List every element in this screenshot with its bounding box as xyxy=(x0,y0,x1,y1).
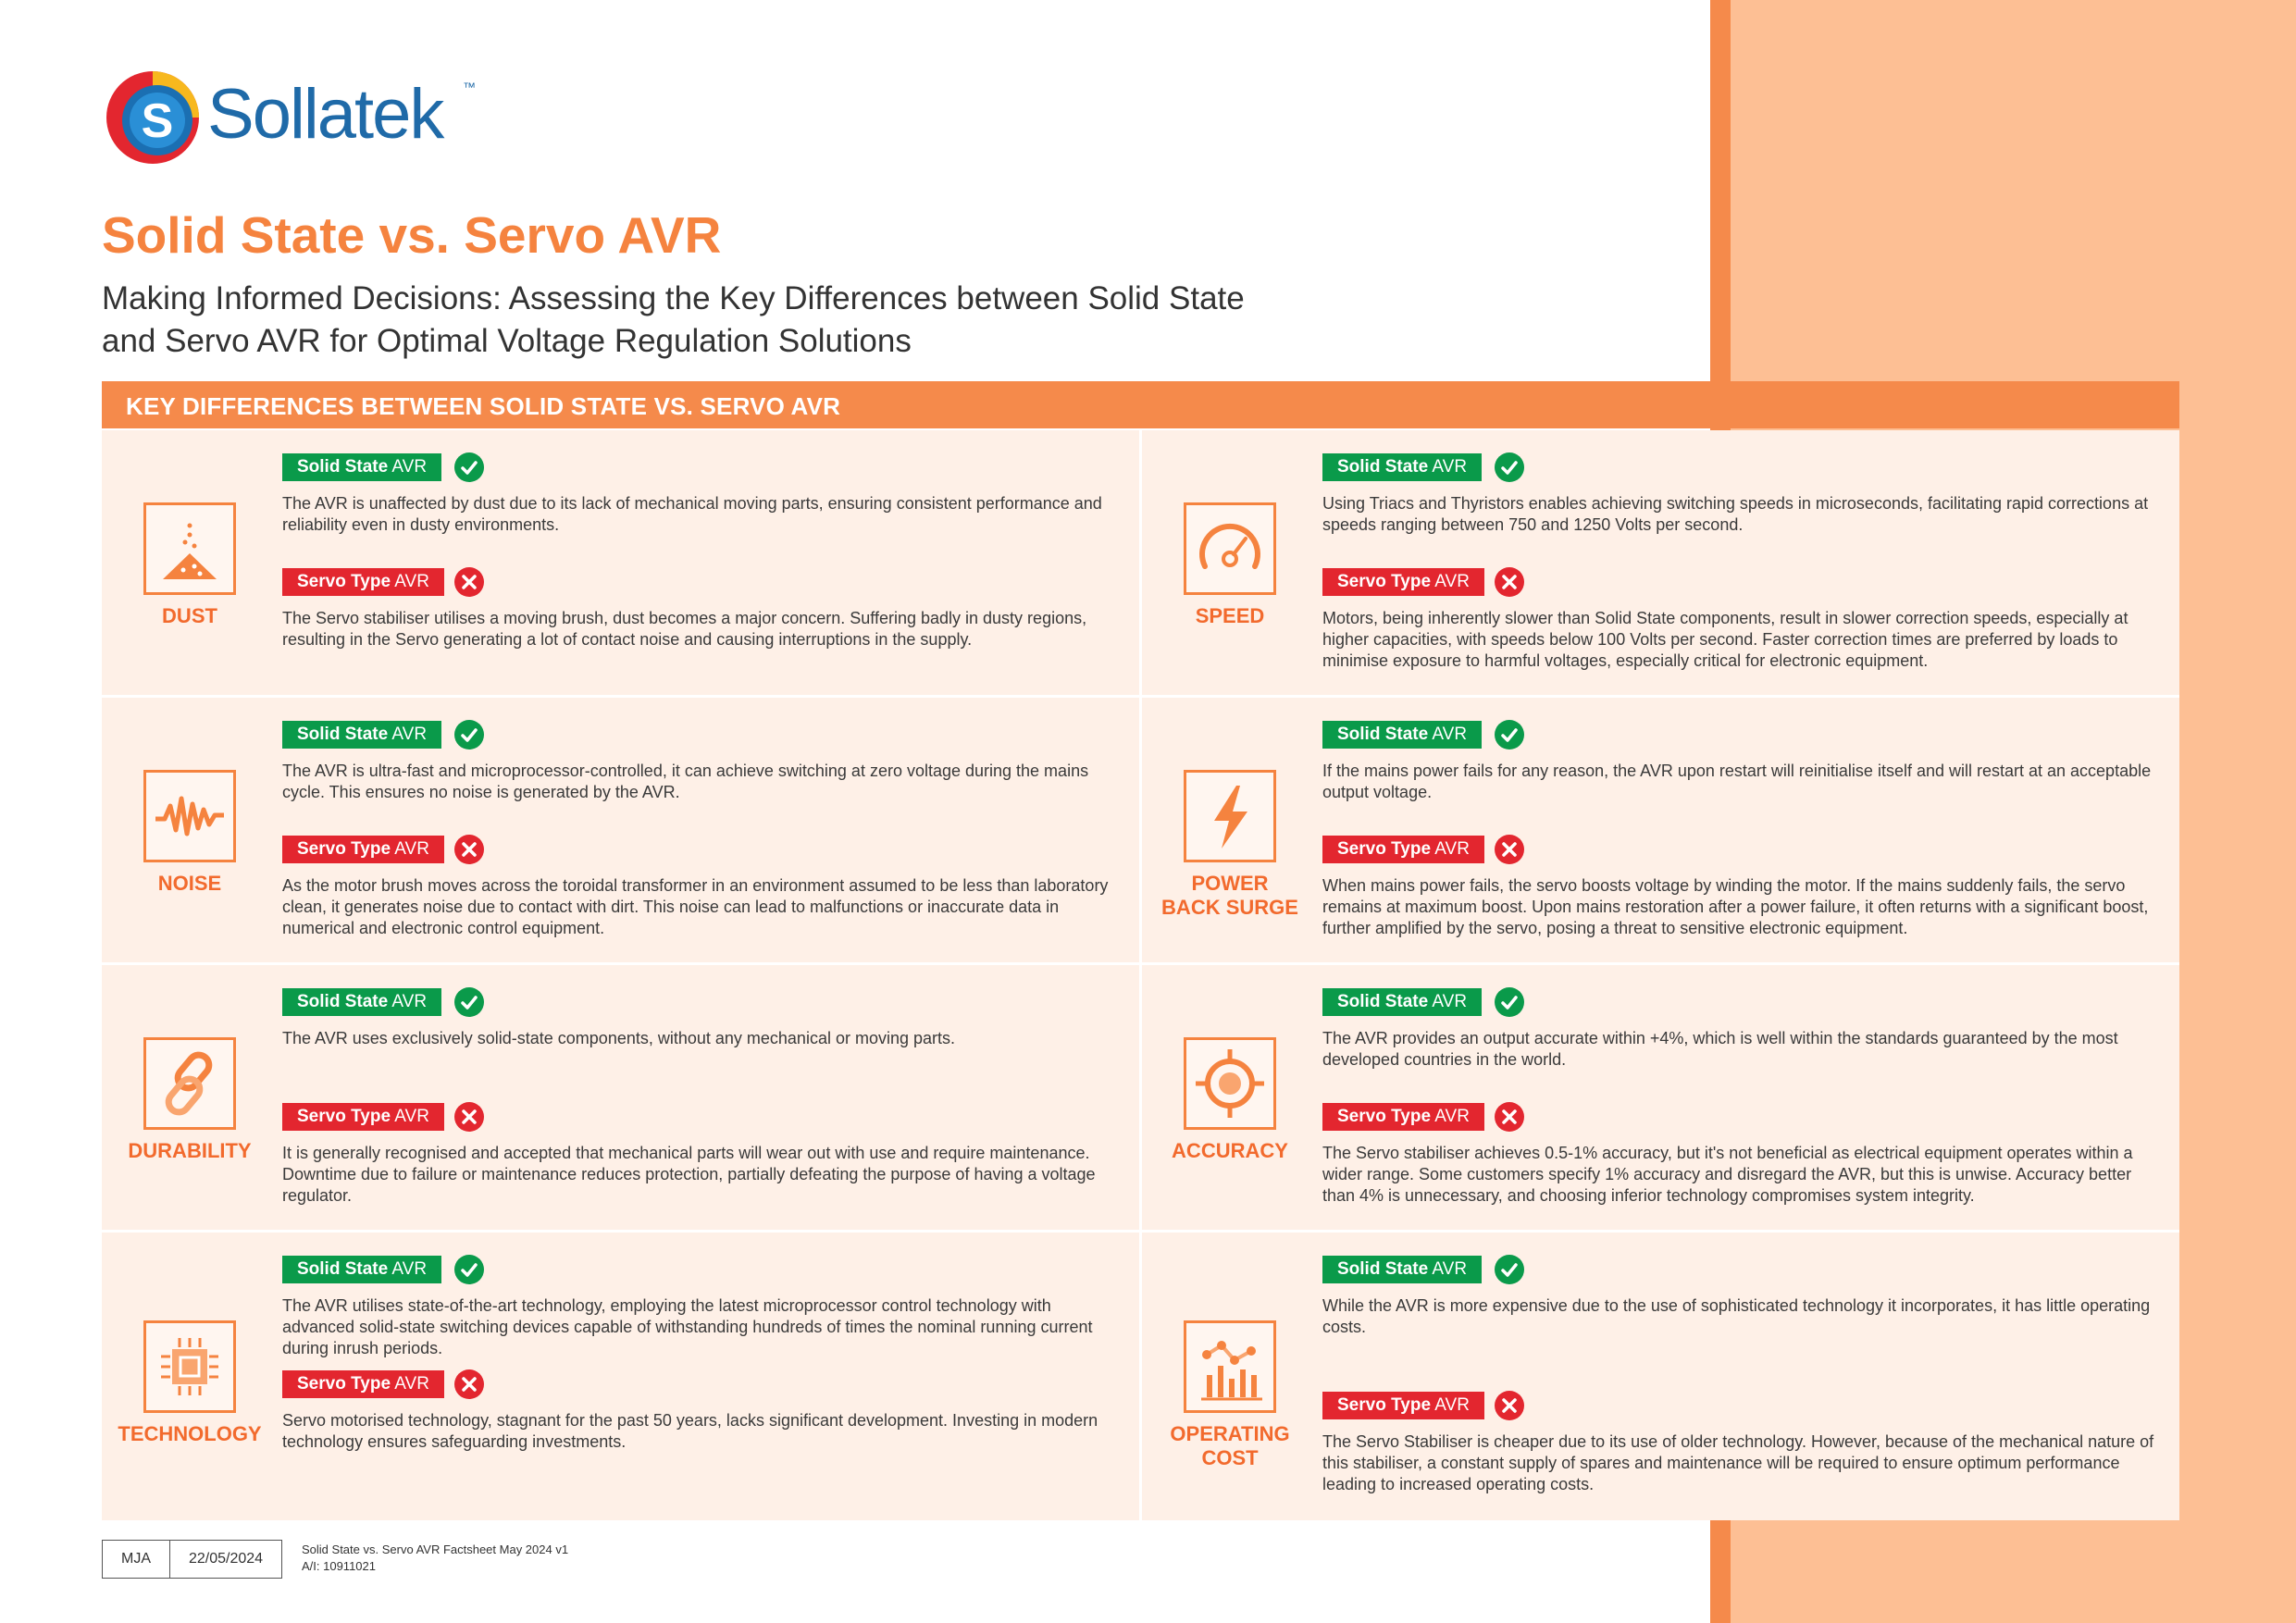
solid-state-tag-bold: Solid State xyxy=(1337,457,1429,477)
check-icon xyxy=(454,720,484,750)
noise-wave-icon xyxy=(143,770,236,862)
avr-tag-text: AVR xyxy=(1434,1107,1470,1126)
difference-cell-technology xyxy=(102,1233,1139,1520)
solid-state-tag-bold: Solid State xyxy=(297,992,389,1011)
check-icon xyxy=(454,452,484,482)
servo-type-description: The Servo stabiliser utilises a moving brush, dust becomes a major concern. Suffering badly in dusty regions, resulting in the Servo generating a lot of contact noise and causing interruptions in the supply. xyxy=(282,609,1087,649)
servo-type-tag-bold: Servo Type xyxy=(1337,839,1432,859)
page-subtitle: Making Informed Decisions: Assessing the Key Differences between Solid State and Servo AVR for Optimal Voltage Regulation Solutions xyxy=(102,280,1245,359)
avr-tag-text: AVR xyxy=(1434,572,1470,591)
avr-tag-text: AVR xyxy=(1432,725,1468,744)
servo-type-tag xyxy=(1322,1392,1484,1419)
category-label: NOISE xyxy=(157,872,222,895)
sollatek-logo-icon xyxy=(104,68,202,167)
avr-tag-text: AVR xyxy=(391,1259,428,1279)
solid-state-tag xyxy=(1322,453,1482,481)
cross-icon xyxy=(454,567,484,597)
servo-type-tag-bold: Servo Type xyxy=(1337,1107,1432,1126)
servo-type-description: It is generally recognised and accepted that mechanical parts will wear out with use and require maintenance. Downtime due to failure or maintenance reduces protection, partially defeating the purpose of having a voltage regulator. xyxy=(282,1144,1096,1205)
check-icon xyxy=(1495,452,1524,482)
difference-cell-speed xyxy=(1142,430,2179,695)
footer-meta xyxy=(102,1540,282,1579)
avr-tag-text: AVR xyxy=(1434,1395,1470,1415)
microchip-icon xyxy=(143,1320,236,1413)
avr-tag-text: AVR xyxy=(1432,992,1468,1011)
section-header xyxy=(102,381,2179,428)
solid-state-description: While the AVR is more expensive due to the use of sophisticated technology it incorporates, it has little operating costs. xyxy=(1322,1296,2151,1336)
difference-cell-operating-cost xyxy=(1142,1233,2179,1520)
servo-type-tag-bold: Servo Type xyxy=(297,1107,391,1126)
footer-date: 22/05/2024 xyxy=(169,1541,281,1578)
servo-type-tag xyxy=(282,1370,444,1398)
solid-state-tag-bold: Solid State xyxy=(297,725,389,744)
avr-tag-text: AVR xyxy=(394,1374,429,1394)
cost-chart-icon xyxy=(1184,1320,1276,1413)
avr-tag-text: AVR xyxy=(1434,839,1470,859)
dust-icon xyxy=(143,502,236,595)
footer-doc-name: Solid State vs. Servo AVR Factsheet May 2024 v1 xyxy=(302,1542,569,1556)
target-icon xyxy=(1184,1037,1276,1130)
servo-type-tag-bold: Servo Type xyxy=(297,572,391,591)
servo-type-tag-bold: Servo Type xyxy=(1337,572,1432,591)
avr-tag-text: AVR xyxy=(394,572,429,591)
solid-state-description: Using Triacs and Thyristors enables achieving switching speeds in microseconds, facilitating rapid corrections at speeds ranging between 750 and 1250 Volts per second. xyxy=(1322,494,2149,534)
differences-grid xyxy=(102,430,2179,1520)
solid-state-description: If the mains power fails for any reason, the AVR upon restart will reinitialise itself and will restart at an acceptable output voltage. xyxy=(1322,762,2152,801)
avr-tag-text: AVR xyxy=(391,725,428,744)
servo-type-tag xyxy=(1322,568,1484,596)
servo-type-tag-bold: Servo Type xyxy=(297,839,391,859)
solid-state-description: The AVR uses exclusively solid-state components, without any mechanical or moving parts. xyxy=(282,1029,956,1047)
cross-icon xyxy=(1495,1102,1524,1132)
cross-icon xyxy=(1495,567,1524,597)
avr-tag-text: AVR xyxy=(391,992,428,1011)
category-label: TECHNOLOGY xyxy=(118,1422,262,1445)
solid-state-tag xyxy=(1322,988,1482,1016)
category-label: DUST xyxy=(162,604,217,627)
difference-cell-noise xyxy=(102,698,1139,962)
solid-state-tag xyxy=(282,721,441,749)
servo-type-description: Motors, being inherently slower than Solid State components, result in slower correction speeds, especially at higher capacities, with speeds below 100 Volts per second. Faster correction times are preferred by loads to minimise exposure to harmful voltages, especially critical for electronic equipment. xyxy=(1322,609,2128,670)
cross-icon xyxy=(454,835,484,864)
servo-type-tag xyxy=(282,836,444,863)
category-label: SPEED xyxy=(1195,604,1265,627)
category-label: OPERATING COST xyxy=(1170,1422,1290,1469)
solid-state-tag xyxy=(282,988,441,1016)
avr-tag-text: AVR xyxy=(391,457,428,477)
category-label: ACCURACY xyxy=(1172,1139,1288,1162)
cross-icon xyxy=(1495,1391,1524,1420)
servo-type-tag xyxy=(1322,836,1484,863)
check-icon xyxy=(454,1255,484,1284)
avr-tag-text: AVR xyxy=(1432,457,1468,477)
difference-cell-accuracy xyxy=(1142,965,2179,1230)
logo-wordmark: Sollatek xyxy=(207,75,443,154)
servo-type-description: As the motor brush moves across the toroidal transformer in an environment assumed to be less than laboratory clean, it generates noise due to contact with dirt. This noise can lead to malfunctions or inaccurate data in numerical and electronic control equipment. xyxy=(282,876,1109,937)
servo-type-tag-bold: Servo Type xyxy=(1337,1395,1432,1415)
difference-cell-durability xyxy=(102,965,1139,1230)
footer-ref: A/I: 10911021 xyxy=(302,1559,376,1573)
footer-initials: MJA xyxy=(121,1551,151,1567)
avr-tag-text: AVR xyxy=(394,839,429,859)
chain-link-icon xyxy=(143,1037,236,1130)
solid-state-tag-bold: Solid State xyxy=(1337,725,1429,744)
speedometer-icon xyxy=(1184,502,1276,595)
solid-state-tag xyxy=(282,453,441,481)
page-title: Solid State vs. Servo AVR xyxy=(102,206,722,264)
solid-state-description: The AVR provides an output accurate within +4%, which is well within the standards guaranteed by the most developed countries in the world. xyxy=(1322,1029,2118,1069)
servo-type-description: The Servo stabiliser achieves 0.5-1% accuracy, but it's not beneficial as electrical equipment operates within a wider range. Some customers specify 1% accuracy and disregard the AVR, but this is unwise. Accuracy better than 4% is unnecessary, and choosing inferior technology compromises system integrity. xyxy=(1322,1144,2133,1205)
solid-state-description: The AVR utilises state-of-the-art technology, employing the latest microprocessor control technology with advanced solid-state switching devices capable of withstanding hundreds of times the nominal running current during inrush periods. xyxy=(282,1296,1093,1357)
solid-state-tag xyxy=(282,1256,441,1283)
difference-cell-power-back-surge xyxy=(1142,698,2179,962)
lightning-icon xyxy=(1184,770,1276,862)
avr-tag-text: AVR xyxy=(1432,1259,1468,1279)
solid-state-tag-bold: Solid State xyxy=(1337,1259,1429,1279)
solid-state-tag xyxy=(1322,1256,1482,1283)
solid-state-description: The AVR is ultra-fast and microprocessor-controlled, it can achieve switching at zero voltage during the mains cycle. This ensures no noise is generated by the AVR. xyxy=(282,762,1089,801)
check-icon xyxy=(1495,987,1524,1017)
servo-type-tag xyxy=(282,568,444,596)
check-icon xyxy=(1495,1255,1524,1284)
section-header-label: KEY DIFFERENCES BETWEEN SOLID STATE VS. SERVO AVR xyxy=(126,392,841,420)
check-icon xyxy=(1495,720,1524,750)
servo-type-description: The Servo Stabiliser is cheaper due to its use of older technology. However, because of the mechanical nature of this stabiliser, a constant supply of spares and maintenance will be required to ensure optimum performance leading to increased operating costs. xyxy=(1322,1432,2154,1493)
category-label: DURABILITY xyxy=(128,1139,252,1162)
servo-type-tag xyxy=(282,1103,444,1131)
solid-state-tag-bold: Solid State xyxy=(297,457,389,477)
solid-state-tag-bold: Solid State xyxy=(297,1259,389,1279)
check-icon xyxy=(454,987,484,1017)
category-label: POWER BACK SURGE xyxy=(1161,872,1298,919)
logo-trademark: ™ xyxy=(463,80,476,94)
solid-state-tag-bold: Solid State xyxy=(1337,992,1429,1011)
cross-icon xyxy=(1495,835,1524,864)
difference-cell-dust xyxy=(102,430,1139,695)
servo-type-tag-bold: Servo Type xyxy=(297,1374,391,1394)
footer-note xyxy=(302,1542,568,1575)
cross-icon xyxy=(454,1102,484,1132)
solid-state-description: The AVR is unaffected by dust due to its lack of mechanical moving parts, ensuring consistent performance and reliability even in dusty environments. xyxy=(282,494,1102,534)
svg-text:S: S xyxy=(141,94,174,148)
cross-icon xyxy=(454,1369,484,1399)
avr-tag-text: AVR xyxy=(394,1107,429,1126)
servo-type-description: Servo motorised technology, stagnant for the past 50 years, lacks significant development. Investing in modern technology ensures safeguarding investments. xyxy=(282,1411,1098,1451)
servo-type-tag xyxy=(1322,1103,1484,1131)
servo-type-description: When mains power fails, the servo boosts voltage by winding the motor. If the mains suddenly fails, the servo remains at maximum boost. Upon mains restoration after a power failure, it often returns with a significant boost, further amplified by the servo, posing a threat to sensitive electronic equipment. xyxy=(1322,876,2149,937)
solid-state-tag xyxy=(1322,721,1482,749)
